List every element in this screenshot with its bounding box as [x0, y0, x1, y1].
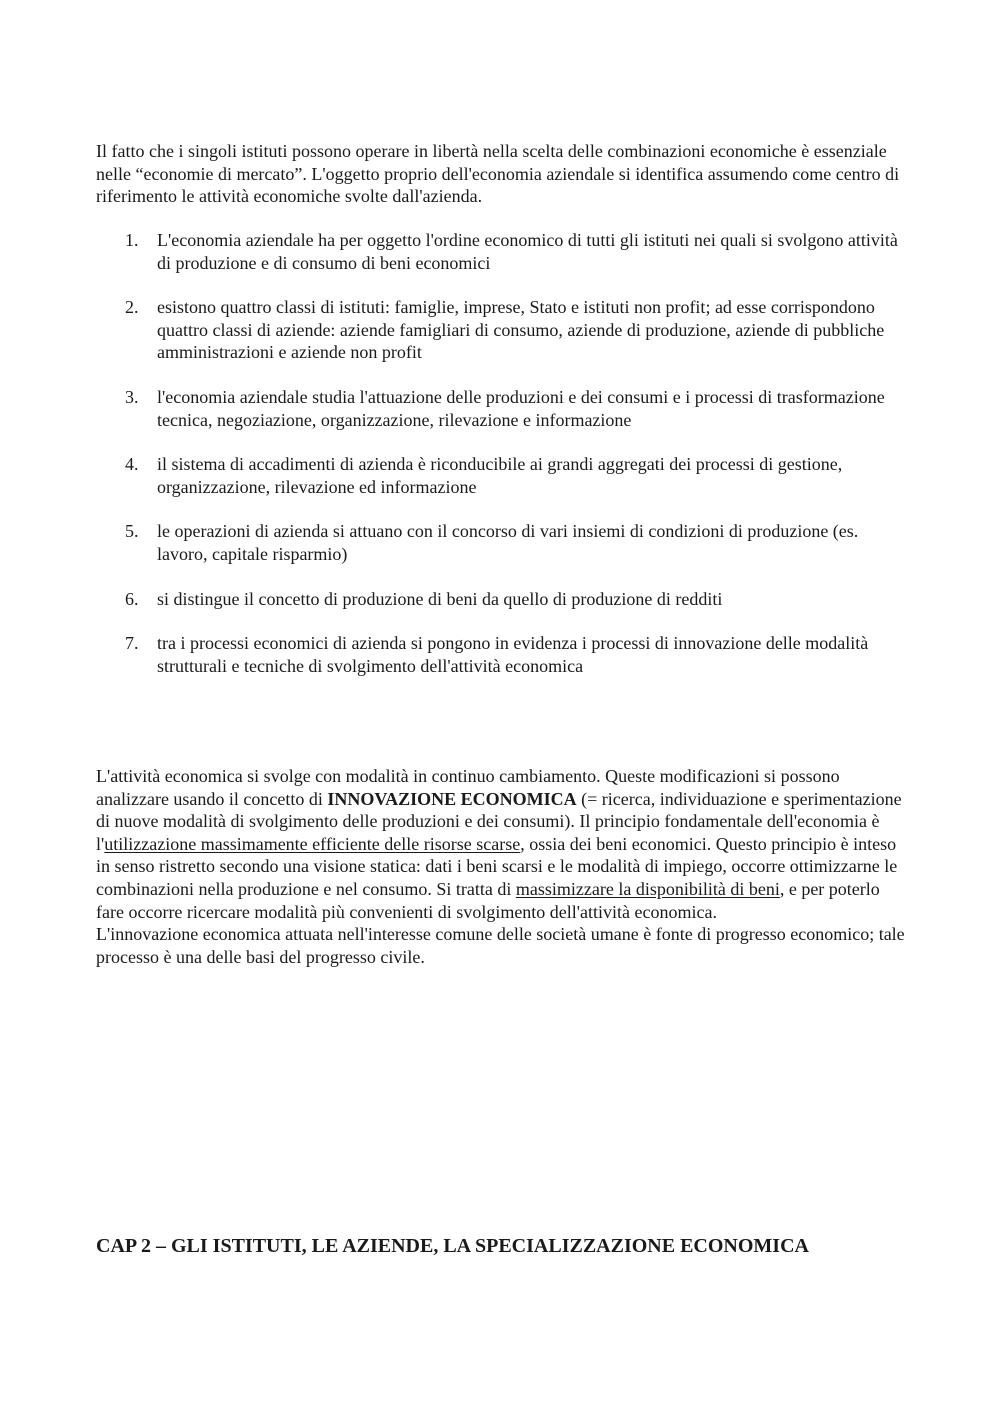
list-item-number: 1.: [125, 230, 139, 250]
innovation-paragraph: [96, 765, 906, 968]
list-item: [96, 453, 906, 498]
list-item: [96, 588, 906, 611]
chapter-heading: CAP 2 – GLI ISTITUTI, LE AZIENDE, LA SPECIALIZZAZIONE ECONOMICA: [96, 1235, 809, 1257]
list-item-number: 4.: [125, 454, 139, 475]
list-item-text: si distingue il concetto di produzione di beni da quello di produzione di redditi: [157, 588, 723, 609]
underlined-phrase: utilizzazione massimamente efficiente delle risorse scarse: [104, 833, 521, 854]
intro-paragraph: Il fatto che i singoli istituti possono operare in libertà nella scelta delle combinazioni economiche è essenziale nelle “economie di mercato”. L'oggetto proprio dell'economia aziendale si identifica assumendo come centro di riferimento le attività economiche svolte dall'azienda.: [96, 141, 900, 207]
list-item-number: 2.: [125, 297, 139, 318]
body-text: L'innovazione economica attuata nell'interesse comune delle società umane è fonte di progresso economico; tale processo è una delle basi del progresso civile.: [96, 924, 905, 967]
list-item: [96, 632, 906, 677]
underlined-phrase: massimizzare la disponibilità di beni: [515, 878, 780, 899]
body-text: , e per poterlo fare occorre ricercare modalità più convenienti di svolgimento dell'attività economica.: [96, 878, 880, 922]
body-text: L'attività economica si svolge con modalità in continuo cambiamento. Queste modificazioni si possono analizzare usando il concetto di: [96, 766, 840, 809]
list-item-text: il sistema di accadimenti di azienda è riconducibile ai grandi aggregati dei processi di gestione, organizzazione, rilevazione ed informazione: [157, 454, 843, 497]
principles-list: [96, 229, 906, 699]
list-item-text: l'economia aziendale studia l'attuazione delle produzioni e dei consumi e i processi di trasformazione tecnica, negoziazione, organizzazione, rilevazione e informazione: [157, 386, 885, 430]
list-item-text: tra i processi economici di azienda si pongono in evidenza i processi di innovazione delle modalità strutturali e tecniche di svolgimento dell'attività economica: [157, 633, 869, 676]
list-item: [96, 520, 906, 565]
list-item: [96, 386, 906, 431]
list-item: [96, 296, 906, 364]
list-item-number: 6.: [125, 588, 139, 609]
body-text: (= ricerca, individuazione e sperimentazione di nuove modalità di svolgimento delle produzioni e dei consumi). Il principio fondamentale dell'economia è l': [96, 788, 902, 854]
list-item-text: L'economia aziendale ha per oggetto l'ordine economico di tutti gli istituti nei quali si svolgono attività di produzione e di consumo di beni economici: [157, 230, 898, 273]
bold-term: INNOVAZIONE ECONOMICA: [327, 788, 577, 809]
list-item: [96, 229, 906, 274]
list-item-number: 3.: [125, 386, 139, 407]
body-text: , ossia dei beni economici. Questo principio è inteso in senso ristretto secondo una visione statica: dati i beni scarsi e le modalità di impiego, occorre ottimizzarne le combinazioni nella produzione e nel consumo. Si tratta di: [96, 833, 898, 899]
list-item-number: 7.: [125, 633, 139, 654]
list-item-text: esistono quattro classi di istituti: famiglie, imprese, Stato e istituti non profit; ad esse corrispondono quattro classi di aziende: aziende famigliari di consumo, aziende di produzione, aziende di pubbliche amministrazioni e aziende non profit: [157, 297, 885, 363]
list-item-text: le operazioni di azienda si attuano con il concorso di vari insiemi di condizioni di produzione (es. lavoro, capitale risparmio): [157, 521, 859, 564]
list-item-number: 5.: [125, 521, 139, 542]
